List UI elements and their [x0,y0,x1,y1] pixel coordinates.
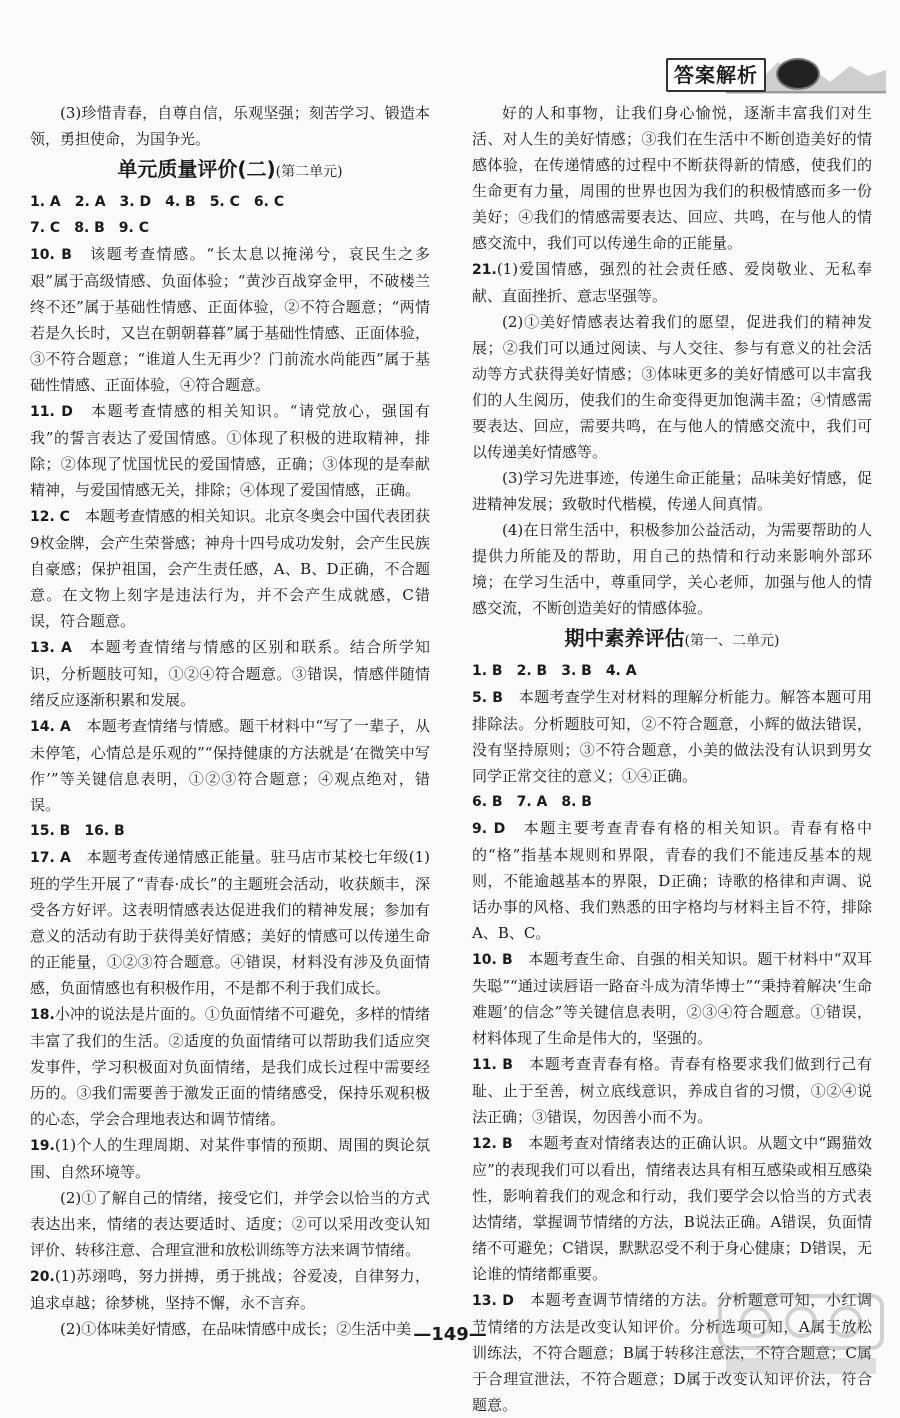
section-title-unit2 [30,156,430,185]
question-text: 本题考查情感的相关知识。“请党放心，强国有我”的誓言表达了爱国情感。①体现了积极的进取精神，排除；②体现了忧国忧民的爱国情感，正确；③体现的是奉献精神，与爱国情感无关，排除；④体现了爱国情感，正确。 [30,402,431,499]
question-number: 11. B [472,1057,513,1073]
section-subtitle: (第二单元) [275,164,343,180]
question-number: 11. D [30,404,73,420]
question-number: 14. A [30,719,71,735]
question-number: 13. D [472,1293,514,1309]
question-number: 10. B [30,247,72,263]
question-10 [472,946,872,1051]
watermark-logo-icon [716,1292,886,1382]
question-number: 10. B [472,952,513,968]
question-12 [30,503,430,634]
question-14 [30,713,430,818]
section-title-midterm [472,625,872,654]
question-number: 9. D [472,821,506,837]
question-5 [472,684,872,789]
question-text: 该题考查情感。“长太息以掩涕兮，哀民生之多艰”属于高级情感、负面体验；“黄沙百战穿金甲，不破楼兰终不还”属于基础性情感、正面体验，②不符合题意；“两情若是久长时，又岂在朝朝暮暮”属于基础性情感、正面体验，③不符合题意；“谁道人生无再少？门前流水尚能西”属于基础性情感、正面体验，④符合题意。 [30,245,430,394]
question-19 [30,1132,430,1185]
question-13 [30,634,430,713]
page-number: —149— [413,1324,487,1345]
question-21-part3: (3)学习先进事迹，传递生命正能量；品味美好情感，促进精神发展；致敬时代楷模，传递人间真情。 [472,469,872,513]
question-number: 20. [30,1269,55,1285]
question-text: 本题考查对情绪表达的正确认识。从题文中“踢猫效应”的表现我们可以看出，情绪表达具有相互感染或相互感染性，影响着我们的观念和行动，我们要学会以恰当的方式表达情绪，掌握调节情绪的方法，B说法正确。A错误，负面情绪不可避免；C错误，默默忍受不利于身心健康；D错误，无论谁的情绪都重要。 [472,1134,872,1283]
question-20 [30,1263,430,1316]
question-12 [472,1130,872,1287]
question-10 [30,241,430,398]
question-text: (1)爱国情感，强烈的社会责任感、爱岗敬业、无私奉献、直面挫折、意志坚强等。 [472,260,872,305]
answer-row: 7. C 8. B 9. C [30,220,150,236]
answer-row: 6. B 7. A 8. B [472,794,592,810]
question-text: 本题考查情感的相关知识。北京冬奥会中国代表团获9枚金牌，会产生荣誉感；神舟十四号成功发射，会产生民族自豪感；保护祖国，会产生责任感，A、B、D正确，不合题意。在文物上刻字是违法行为，并不会产生成就感，C错误，符合题意。 [30,507,430,630]
question-text: 本题考查情绪与情感的区别和联系。结合所学知识，分析题肢可知，①②④符合题意。③错误，情感伴随情绪反应逐渐积累和发展。 [30,638,430,709]
header-logo [666,48,886,106]
question-number: 5. B [472,690,503,706]
eye-logo-icon [776,58,820,90]
question-number: 21. [472,262,497,278]
question-17 [30,844,430,1001]
question-9 [472,815,872,946]
question-text: 本题考查生命、自强的相关知识。题干材料中“双耳失聪”“通过读唇语一路奋斗成为清华博士”“秉持着解决‘生命难题’的信念”等关键信息表明，②③④符合题意。①错误，材料体现了生命是伟大的，坚强的。 [472,950,872,1047]
question-text: 本题考查调节情绪的方法。分析题意可知，小红调节情绪的方法是改变认知评价。分析选项可知，A属于放松训练法，不符合题意；B属于转移注意法，不符合题意；C属于合理宣泄法，不符合题意；D属于改变认知评价法，符合题意。 [472,1291,872,1414]
question-21 [472,256,872,309]
question-text: 本题考查情绪与情感。题干材料中“写了一辈子，从未停笔，心情总是乐观的”“保持健康的方法就是‘在微笑中写作’”等关键信息表明，①②③符合题意；④观点绝对，错误。 [30,717,430,814]
question-number: 19. [30,1138,55,1154]
question-21-part2: (2)①美好情感表达着我们的愿望，促进我们的精神发展；②我们可以通过阅读、与人交往、参与有意义的社会活动等方式获得美好情感；③体味更多的美好情感可以丰富我们的人生阅历，使我们的生命变得更加饱满丰盈；④情感需要表达、回应，需要共鸣，在与他人的情感交流中，我们可以传递美好情感等。 [472,313,872,461]
question-11 [30,398,430,503]
question-text: 本题考查学生对材料的理解分析能力。解答本题可用排除法。分析题肢可知，②不符合题意，小辉的做法错误，没有坚持原则；③不符合题意，小美的做法没有认识到男女同学正常交往的意义；①④正确。 [472,688,872,785]
question-number: 18. [30,1007,55,1023]
question-20-continued: 好的人和事物，让我们身心愉悦，逐渐丰富我们对生活、对人生的美好情感；③我们在生活中不断创造美好的情感体验，在传递情感的过程中不断获得新的情感，使我们的生命更有力量，周围的世界也因为我们的积极情感而多一份美好；④我们的情感需要表达、回应、共鸣，在与他人的情感交流中，我们可以传递生命的正能量。 [472,104,872,252]
question-text: 本题考查青春有格。青春有格要求我们做到行己有耻、止于至善，树立底线意识，养成自省的习惯，①②④说法正确；③错误，勿因善小而不为。 [472,1055,872,1126]
question-19-part2: (2)①了解自己的情绪，接受它们，并学会以恰当的方式表达出来，情绪的表达要适时、适度；②可以采用改变认知评价、转移注意、合理宣泄和放松训练等方法来调节情绪。 [30,1189,430,1259]
question-number: 17. A [30,850,71,866]
intro-text: (3)珍惜青春，自尊自信，乐观坚强；刻苦学习、锻造本领，勇担使命，为国争光。 [30,104,430,148]
answer-row: 1. A 2. A 3. D 4. B 5. C 6. C [30,194,285,210]
question-text: (1)个人的生理周期、对某件事情的预期、周围的舆论氛围、自然环境等。 [30,1136,430,1181]
question-text: 本题主要考查青春有格的相关知识。青春有格中的“格”指基本规则和界限，青春的我们不能违反基本的规则，不能逾越基本的界限，D正确；诗歌的格律和声调、说话办事的风格、我们熟悉的田字格均与材料主旨不符，排除A、B、C。 [472,819,872,942]
section-title-text: 期中素养评估 [564,626,685,650]
answer-row: 15. B 16. B [30,823,125,839]
header-title: 答案解析 [666,58,766,92]
question-20-part2: (2)①体味美好情感，在品味情感中成长；②生活中美 [60,1320,412,1338]
answer-row: 1. B 2. B 3. B 4. A [472,663,637,679]
question-18 [30,1001,430,1132]
section-subtitle: (第一、二单元) [684,633,780,649]
question-11 [472,1051,872,1130]
question-text: 本题考查传递情感正能量。驻马店市某校七年级(1)班的学生开展了“青春·成长”的主题班会活动，收获颇丰，深受各方好评。这表明情感表达促进我们的精神发展；参加有意义的活动有助于获得美好情感；美好的情感可以传递生命的正能量，①②③符合题意。④错误，材料没有涉及负面情感，负面情感也有积极作用，不是都不利于我们成长。 [30,848,430,997]
question-text: (1)苏翊鸣，努力拼搏，勇于挑战；谷爱凌，自律努力，追求卓越；徐梦桃，坚持不懈，永不言弃。 [30,1267,430,1312]
question-21-part4: (4)在日常生活中，积极参加公益活动，为需要帮助的人提供力所能及的帮助，用自己的热情和行动来影响外部环境；在学习生活中，尊重同学，关心老师，加强与他人的情感交流，不断创造美好的情感体验。 [472,521,872,617]
right-column [472,100,872,1418]
left-column [30,100,430,1342]
question-number: 12. B [472,1136,513,1152]
question-number: 13. A [30,640,72,656]
question-text: 小冲的说法是片面的。①负面情绪不可避免，多样的情绪丰富了我们的生活。②适度的负面情绪可以帮助我们适应突发事件，学习积极面对负面情绪，是我们成长过程中需要经历的。③我们需要善于激发正面的情绪感受，保持乐观积极的心态，学会合理地表达和调节情绪。 [30,1005,430,1128]
question-number: 12. C [30,509,70,525]
section-title-text: 单元质量评价(二) [117,157,276,181]
